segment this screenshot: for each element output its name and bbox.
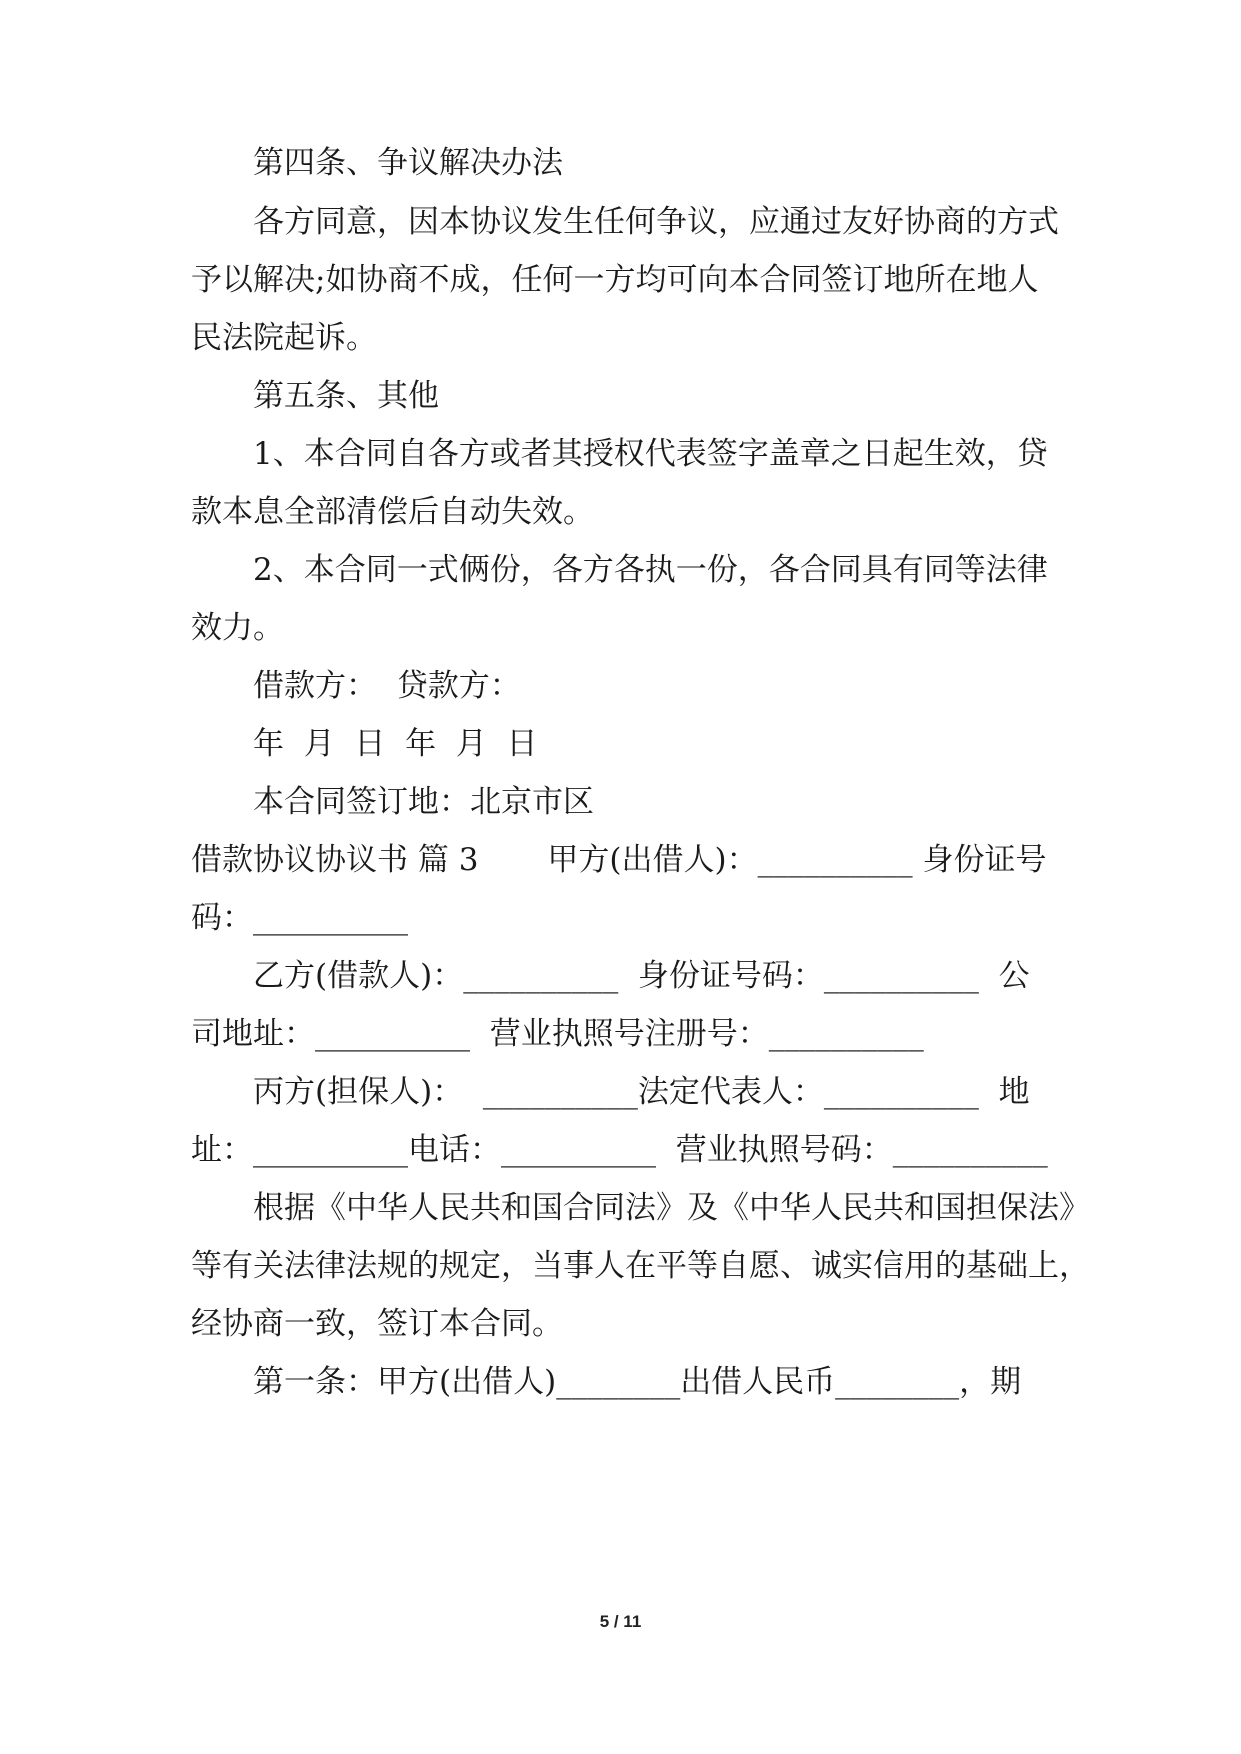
page-number: 5 / 11	[599, 1612, 642, 1631]
signing-place-line: 本合同签订地：北京市区	[253, 784, 594, 820]
article-1-line: 第一条：甲方(出借人)________出借人民币________，期	[253, 1364, 1022, 1400]
party-c-address-line: 址：__________电话：__________ 营业执照号码：__________	[191, 1132, 1048, 1168]
paragraph-line: 款本息全部清偿后自动失效。	[191, 494, 594, 530]
paragraph-line: 码：__________	[191, 900, 408, 936]
paragraph-line: 根据《中华人民共和国合同法》及《中华人民共和国担保法》	[253, 1190, 1090, 1226]
paragraph-line: 予以解决;如协商不成，任何一方均可向本合同签订地所在地人	[191, 262, 1039, 298]
paragraph-line: 2、本合同一式俩份，各方各执一份，各合同具有同等法律	[253, 552, 1048, 588]
party-c-line: 丙方(担保人)： __________法定代表人：__________ 地	[253, 1074, 1030, 1110]
signature-date-line: 年 月 日 年 月 日	[253, 726, 538, 762]
party-b-address-line: 司地址：__________ 营业执照号注册号：__________	[191, 1016, 924, 1052]
paragraph-line: 等有关法律法规的规定，当事人在平等自愿、诚实信用的基础上，	[191, 1248, 1090, 1284]
signature-parties-line: 借款方： 贷款方：	[253, 668, 521, 704]
paragraph-line: 各方同意，因本协议发生任何争议，应通过友好协商的方式	[253, 204, 1059, 240]
paragraph-line: 民法院起诉。	[191, 320, 377, 356]
party-b-line: 乙方(借款人)：__________ 身份证号码：__________ 公	[253, 958, 1030, 994]
paragraph-line: 效力。	[191, 610, 284, 646]
article-4-heading: 第四条、争议解决办法	[253, 145, 563, 181]
paragraph-line: 1、本合同自各方或者其授权代表签字盖章之日起生效，贷	[253, 436, 1048, 472]
article-5-heading: 第五条、其他	[253, 378, 439, 414]
agreement-title-line: 借款协议协议书 篇 3 甲方(出借人)：__________ 身份证号	[191, 842, 1047, 878]
paragraph-line: 经协商一致，签订本合同。	[191, 1306, 563, 1342]
